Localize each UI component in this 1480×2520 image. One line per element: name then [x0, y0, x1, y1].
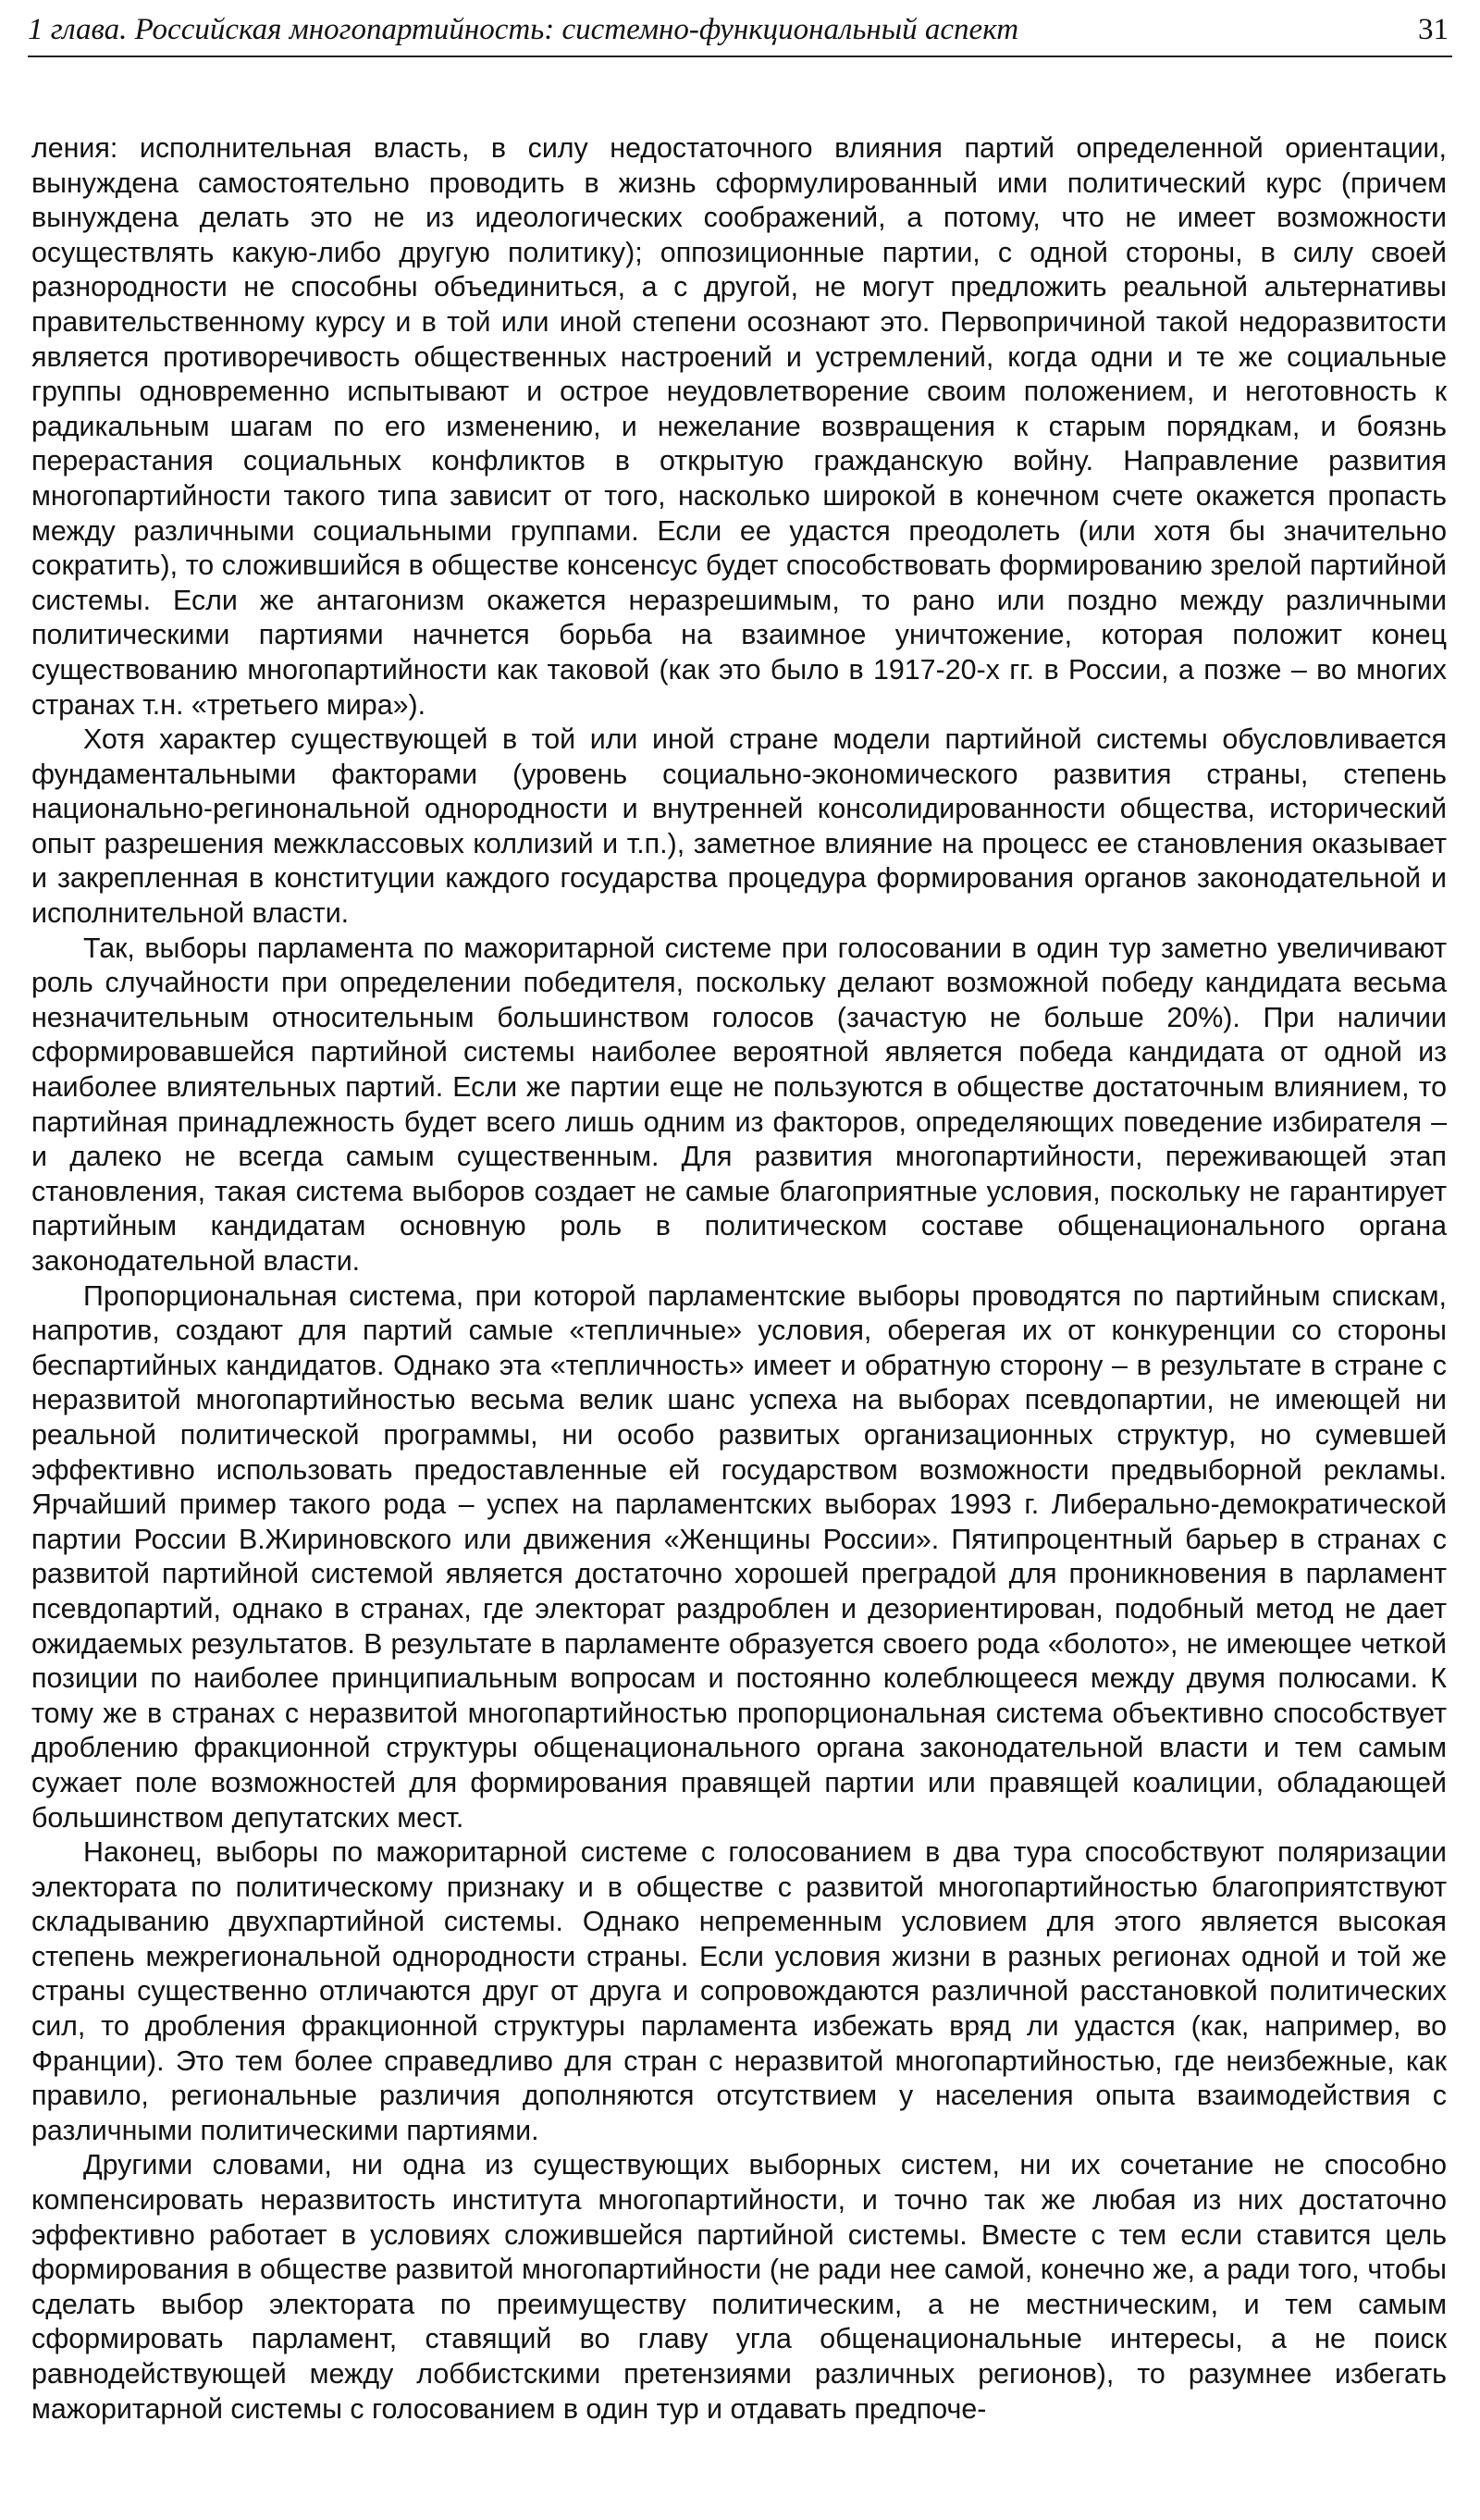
paragraph: Так, выборы парламента по мажоритарной системе при голосовании в один тур заметно увеличивают роль случайности при определении победителя, поскольку делают возможной победу кандидата весьма незначительным относительным большинством голосов (зачастую не больше 20%). При наличии сформировавшейся партийной системы наиболее вероятной является победа кандидата от одной из наиболее влиятельных партий. Если же партии еще не пользуются в обществе достаточным влиянием, то партийная принадлежность будет всего лишь одним из факторов, определяющих поведение избирателя – и далеко не всегда самым существенным. Для развития многопартийности, переживающей этап становления, такая система выборов создает не самые благоприятные условия, поскольку не гарантирует партийным кандидатам основную роль в политическом составе общенационального органа законодательной власти.: [31, 932, 1447, 1277]
paragraph: Другими словами, ни одна из существующих выборных систем, ни их сочетание не способно компенсировать неразвитость института многопартийности, и точно так же любая из них достаточно эффективно работает в условиях сложившейся партийной системы. Вместе с тем если ставится цель формирования в обществе развитой многопартийности (не ради нее самой, конечно же, а ради того, чтобы сделать выбор электората по преимуществу политическим, а не местническим, и тем самым сформировать парламент, ставящий во главу угла общенациональные интересы, а не поиск равнодействующей между лоббистскими претензиями различных регионов), то разумнее избегать мажоритарной системы с голосованием в один тур и отдавать предпоче-: [31, 2149, 1447, 2425]
chapter-title: 1 глава. Российская многопартийность: системно-функциональный аспект: [28, 13, 1019, 46]
running-header: [28, 13, 1452, 57]
paragraph: Пропорциональная система, при которой парламентские выборы проводятся по партийным спискам, напротив, создают для партий самые «тепличные» условия, оберегая их от конкуренции со стороны беспартийных кандидатов. Однако эта «тепличность» имеет и обратную сторону – в результате в стране с неразвитой многопартийностью весьма велик шанс успеха на выборах псевдопартии, не имеющей ни реальной политической программы, ни особо развитых организационных структур, но сумевшей эффективно использовать предоставленные ей государством возможности предвыборной рекламы. Ярчайший пример такого рода – успех на парламентских выборах 1993 г. Либерально-демократической партии России В.Жириновского или движения «Женщины России». Пятипроцентный барьер в странах с развитой партийной системой является достаточно хорошей преградой для проникновения в парламент псевдопартий, однако в странах, где электорат раздроблен и дезориентирован, подобный метод не дает ожидаемых результатов. В результате в парламенте образуется своего рода «болото», не имеющее четкой позиции по наиболее принципиальным вопросам и постоянно колеблющееся между двумя полюсами. К тому же в странах с неразвитой многопартийностью пропорциональная система объективно способствует дроблению фракционной структуры общенационального органа законодательной власти и тем самым сужает поле возможностей для формирования правящей партии или правящей коалиции, обладающей большинством депутатских мест.: [31, 1279, 1447, 1834]
paragraph: Наконец, выборы по мажоритарной системе с голосованием в два тура способствуют поляризации электората по политическому признаку и в обществе с развитой многопартийностью благоприятствуют складыванию двухпартийной системы. Однако непременным условием для этого является высокая степень межрегиональной однородности страны. Если условия жизни в разных регионах одной и той же страны существенно отличаются друг от друга и сопровождаются различной расстановкой политических сил, то дробления фракционной структуры парламента избежать вряд ли удастся (как, например, во Франции). Это тем более справедливо для стран с неразвитой многопартийностью, где неизбежные, как правило, региональные различия дополняются отсутствием у населения опыта взаимодействия с различными политическими партиями.: [31, 1836, 1447, 2146]
paragraph: Хотя характер существующей в той или иной стране модели партийной системы обусловливается фундаментальными факторами (уровень социально-экономического развития страны, степень национально-регинональной однородности и внутренней консолидированности общества, исторический опыт разрешения межклассовых коллизий и т.п.), заметное влияние на процесс ее становления оказывает и закрепленная в конституции каждого государства процедура формирования органов законодательной и исполнительной власти.: [31, 723, 1447, 930]
page-number: 31: [1418, 13, 1449, 46]
paragraph-continuation: ления: исполнительная власть, в силу недостаточного влияния партий определенной ориентации, вынуждена самостоятельно проводить в жизнь сформулированный ими политический курс (причем вынуждена делать это не из идеологических соображений, а потому, что не имеет возможности осуществлять какую-либо другую политику); оппозиционные партии, с одной стороны, в силу своей разнородности не способны объединиться, а с другой, не могут предложить реальной альтернативы правительственному курсу и в той или иной степени осознают это. Первопричиной такой недоразвитости является противоречивость общественных настроений и устремлений, когда одни и те же социальные группы одновременно испытывают и острое неудовлетворение своим положением, и неготовность к радикальным шагам по его изменению, и нежелание возвращения к старым порядкам, и боязнь перерастания социальных конфликтов в открытую гражданскую войну. Направление развития многопартийности такого типа зависит от того, насколько широкой в конечном счете окажется пропасть между различными социальными группами. Если ее удастся преодолеть (или хотя бы значительно сократить), то сложившийся в обществе консенсус будет способствовать формированию зрелой партийной системы. Если же антагонизм окажется неразрешимым, то рано или поздно между различными политическими партиями начнется борьба на взаимное уничтожение, которая положит конец существованию многопартийности как таковой (как это было в 1917-20-х гг. в России, а позже – во многих странах т.н. «третьего мира»).: [31, 132, 1447, 721]
body-text: [31, 131, 1447, 2427]
